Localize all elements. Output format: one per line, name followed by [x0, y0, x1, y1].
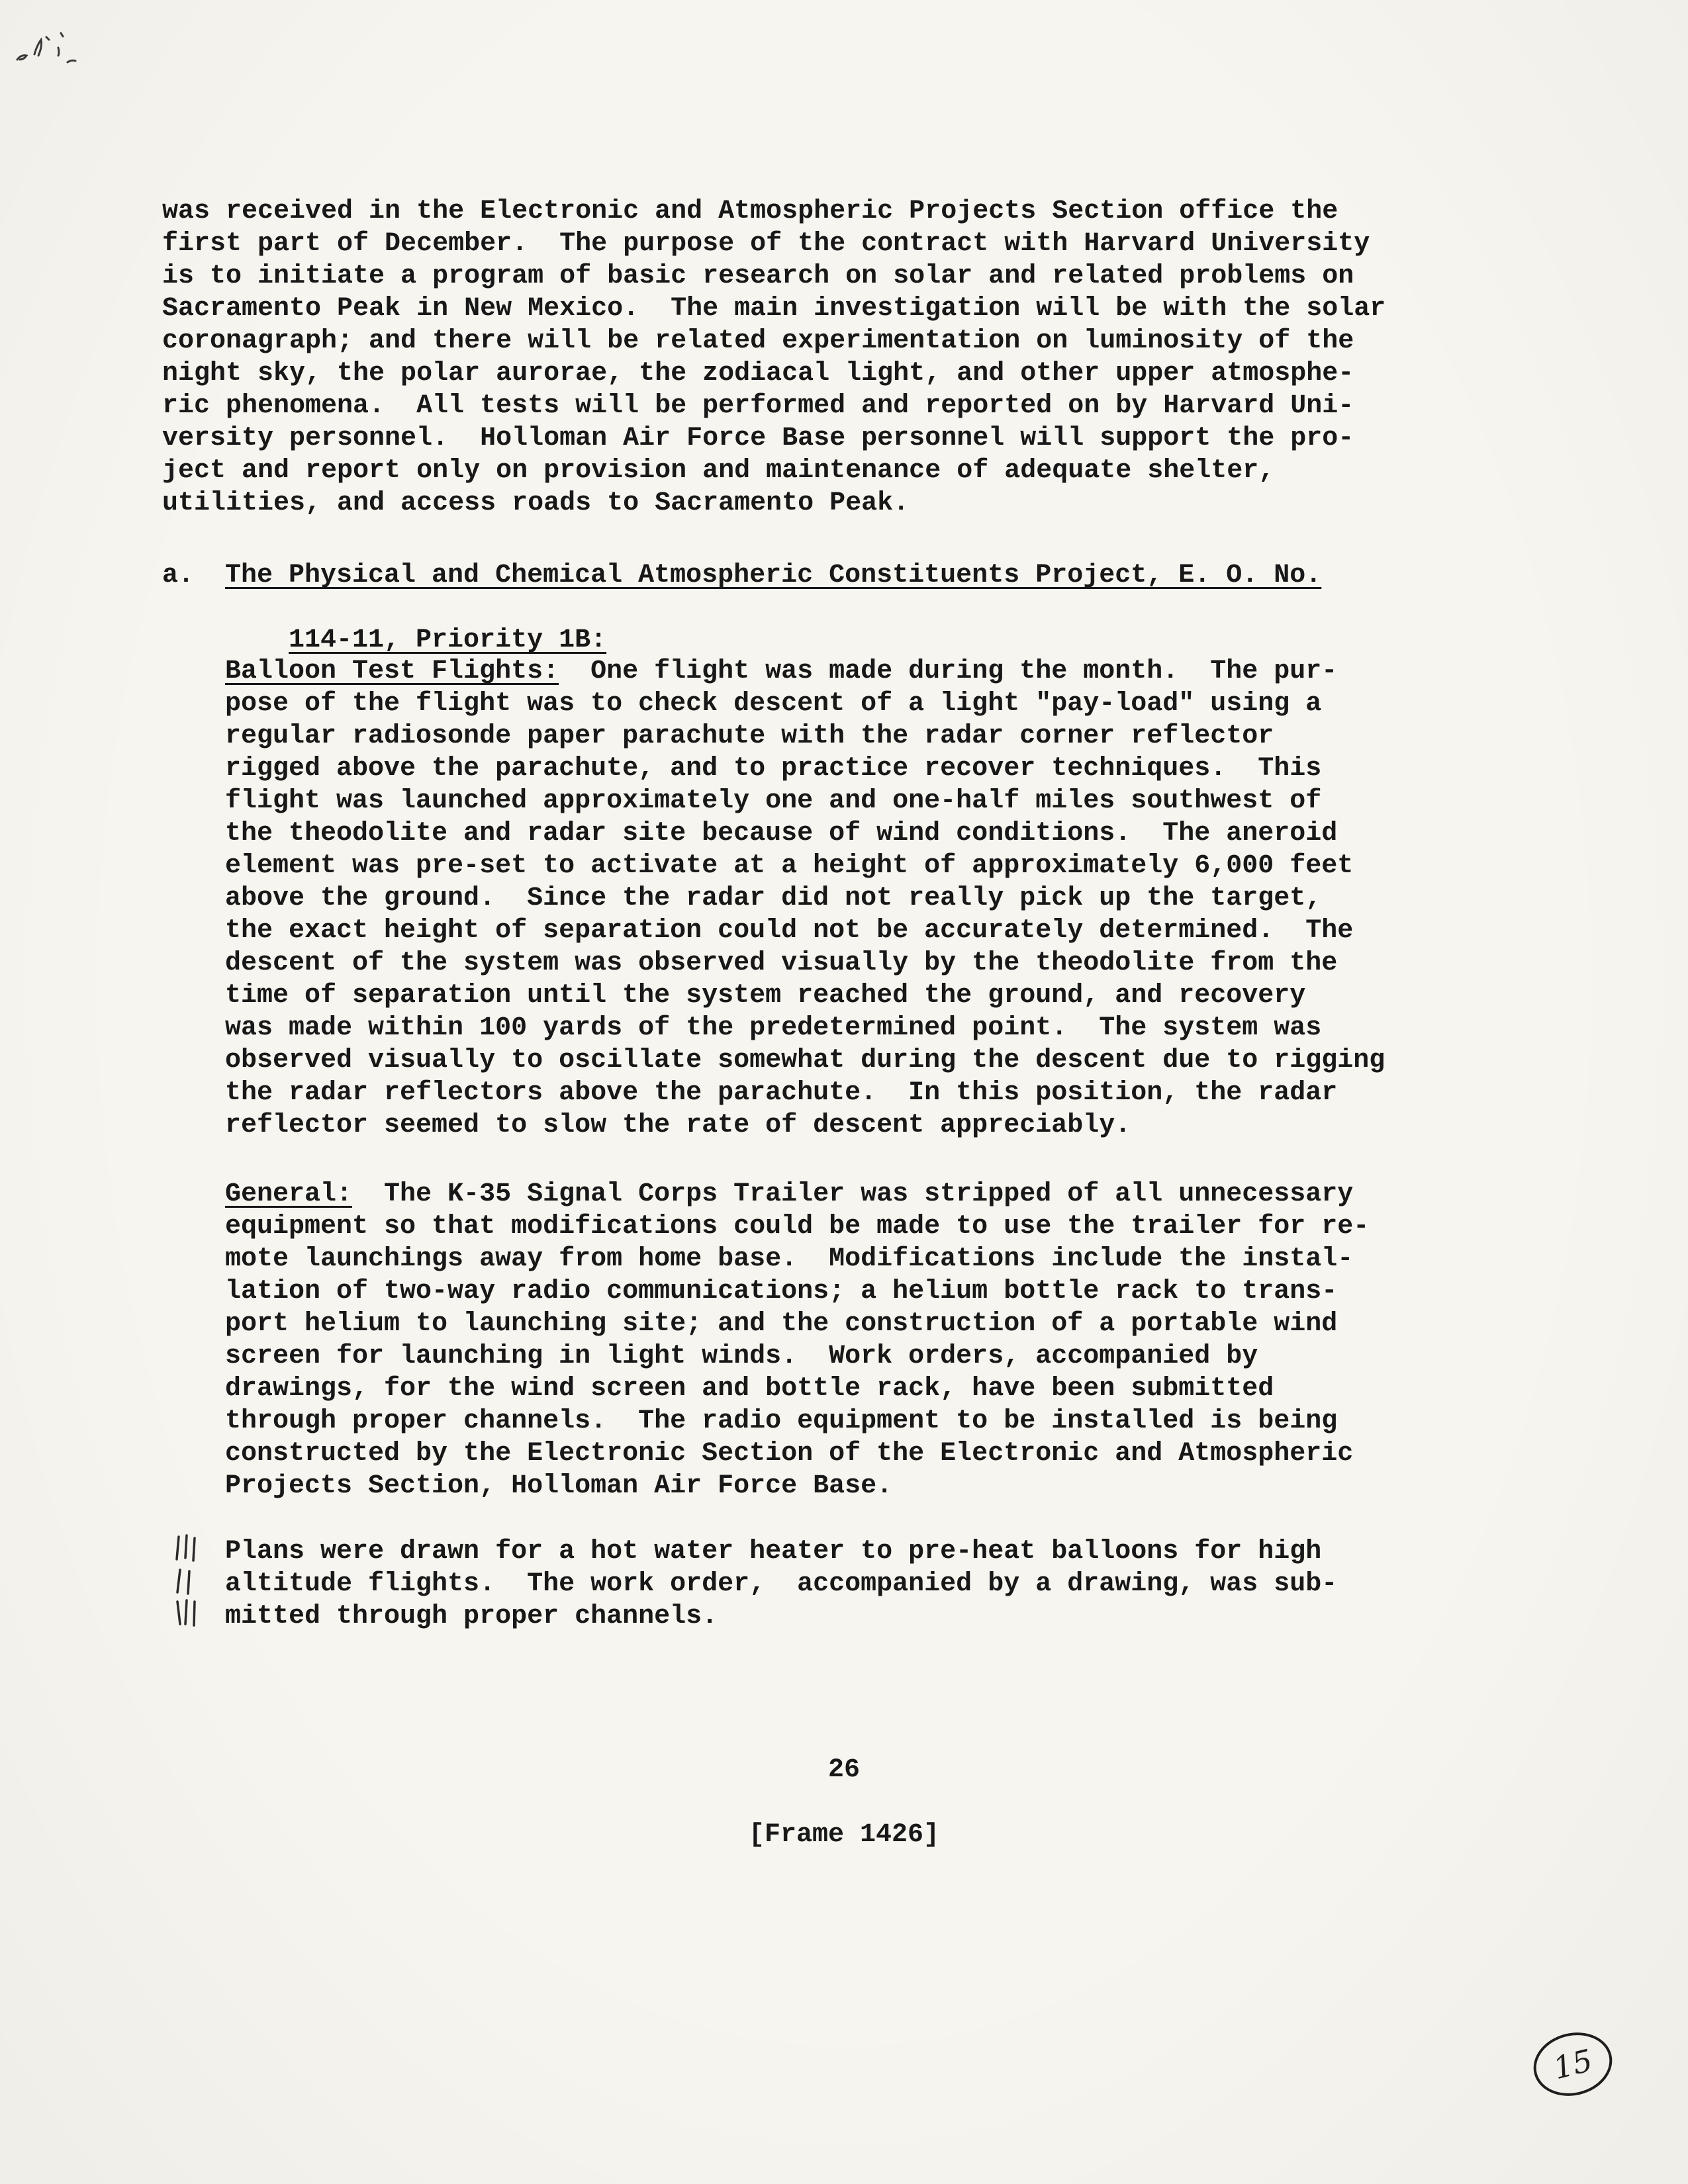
text-line: the radar reflectors above the parachute. In this position, the radar	[225, 1078, 1338, 1108]
balloon-lead-label: Balloon Test Flights:	[225, 657, 559, 686]
text-line: night sky, the polar aurorae, the zodiacal light, and other upper atmosphe-	[162, 359, 1354, 388]
general-first-line-rest: The K-35 Signal Corps Trailer was stripped of all unnecessary	[352, 1179, 1354, 1209]
section-a-title-line1	[162, 559, 1321, 592]
margin-tick-mark	[171, 1534, 201, 1563]
balloon-test-flights-paragraph	[225, 655, 1385, 1142]
pen-scribble-mark	[12, 25, 98, 71]
text-line: ject and report only on provision and maintenance of adequate shelter,	[162, 456, 1275, 486]
frame-label-row	[0, 1819, 1688, 1851]
text-line: regular radiosonde paper parachute with the radar corner reflector	[225, 721, 1274, 751]
balloon-first-line	[225, 655, 1385, 688]
page-number: 26	[827, 1755, 860, 1785]
text-line: Plans were drawn for a hot water heater to pre-heat balloons for high	[225, 1537, 1322, 1567]
text-line: is to initiate a program of basic research on solar and related problems on	[162, 261, 1354, 291]
text-line: rigged above the parachute, and to practice recover techniques. This	[225, 754, 1322, 784]
text-line: was received in the Electronic and Atmospheric Projects Section office the	[162, 197, 1338, 226]
plans-paragraph	[225, 1535, 1337, 1633]
text-line: above the ground. Since the radar did not really pick up the target,	[225, 884, 1322, 913]
text-line: observed visually to oscillate somewhat during the descent due to rigging	[225, 1046, 1385, 1075]
text-line: element was pre-set to activate at a height of approximately 6,000 feet	[225, 851, 1354, 881]
text-line: constructed by the Electronic Section of the Electronic and Atmospheric	[225, 1439, 1354, 1469]
text-line: Projects Section, Holloman Air Force Base.	[225, 1471, 893, 1501]
section-a-title-text: The Physical and Chemical Atmospheric Constituents Project, E. O. No.	[225, 561, 1322, 590]
text-line: reflector seemed to slow the rate of descent appreciably.	[225, 1111, 1131, 1140]
handwritten-circled-number	[1526, 2025, 1618, 2104]
frame-label: [Frame 1426]	[748, 1820, 940, 1850]
text-line: lation of two-way radio communications; a helium bottle rack to trans-	[225, 1277, 1338, 1306]
handwritten-number-text: 15	[1550, 2042, 1596, 2087]
text-line: mitted through proper channels.	[225, 1602, 718, 1631]
section-a-marker: a.	[162, 561, 195, 590]
text-line: pose of the flight was to check descent of a light "pay-load" using a	[225, 689, 1322, 719]
text-line: through proper channels. The radio equipment to be installed is being	[225, 1406, 1338, 1436]
text-line: versity personnel. Holloman Air Force Base personnel will support the pro-	[162, 424, 1354, 453]
margin-tick-mark	[171, 1599, 201, 1628]
general-lines	[225, 1210, 1369, 1502]
balloon-first-line-rest: One flight was made during the month. The pur-	[559, 657, 1338, 686]
intro-paragraph	[162, 195, 1385, 520]
text-line: port helium to launching site; and the construction of a portable wind	[225, 1309, 1338, 1339]
general-first-line	[225, 1178, 1369, 1210]
section-a-title-text2: 114-11, Priority 1B:	[289, 625, 607, 655]
text-line: descent of the system was observed visually by the theodolite from the	[225, 948, 1338, 978]
balloon-lines	[225, 688, 1385, 1142]
text-line: Sacramento Peak in New Mexico. The main investigation will be with the solar	[162, 294, 1386, 324]
text-line: time of separation until the system reached the ground, and recovery	[225, 981, 1306, 1011]
margin-tick-mark	[171, 1567, 201, 1596]
text-line: utilities, and access roads to Sacramento Peak.	[162, 488, 910, 518]
text-line: flight was launched approximately one and one-half miles southwest of	[225, 786, 1322, 816]
page-number-row	[0, 1754, 1688, 1786]
text-line: coronagraph; and there will be related experimentation on luminosity of the	[162, 326, 1354, 356]
text-line: equipment so that modifications could be made to use the trailer for re-	[225, 1212, 1370, 1242]
text-line: mote launchings away from home base. Modifications include the instal-	[225, 1244, 1354, 1274]
text-line: was made within 100 yards of the predetermined point. The system was	[225, 1013, 1322, 1043]
text-line: the theodolite and radar site because of wind conditions. The aneroid	[225, 819, 1338, 848]
text-line: the exact height of separation could not be accurately determined. The	[225, 916, 1354, 946]
text-line: drawings, for the wind screen and bottle rack, have been submitted	[225, 1374, 1274, 1404]
text-line: ric phenomena. All tests will be performed and reported on by Harvard Uni-	[162, 391, 1354, 421]
general-paragraph	[225, 1178, 1369, 1502]
text-line: altitude flights. The work order, accompanied by a drawing, was sub-	[225, 1569, 1338, 1599]
general-lead-label: General:	[225, 1179, 353, 1209]
text-line: screen for launching in light winds. Work orders, accompanied by	[225, 1342, 1258, 1371]
text-line: first part of December. The purpose of the contract with Harvard University	[162, 229, 1370, 259]
